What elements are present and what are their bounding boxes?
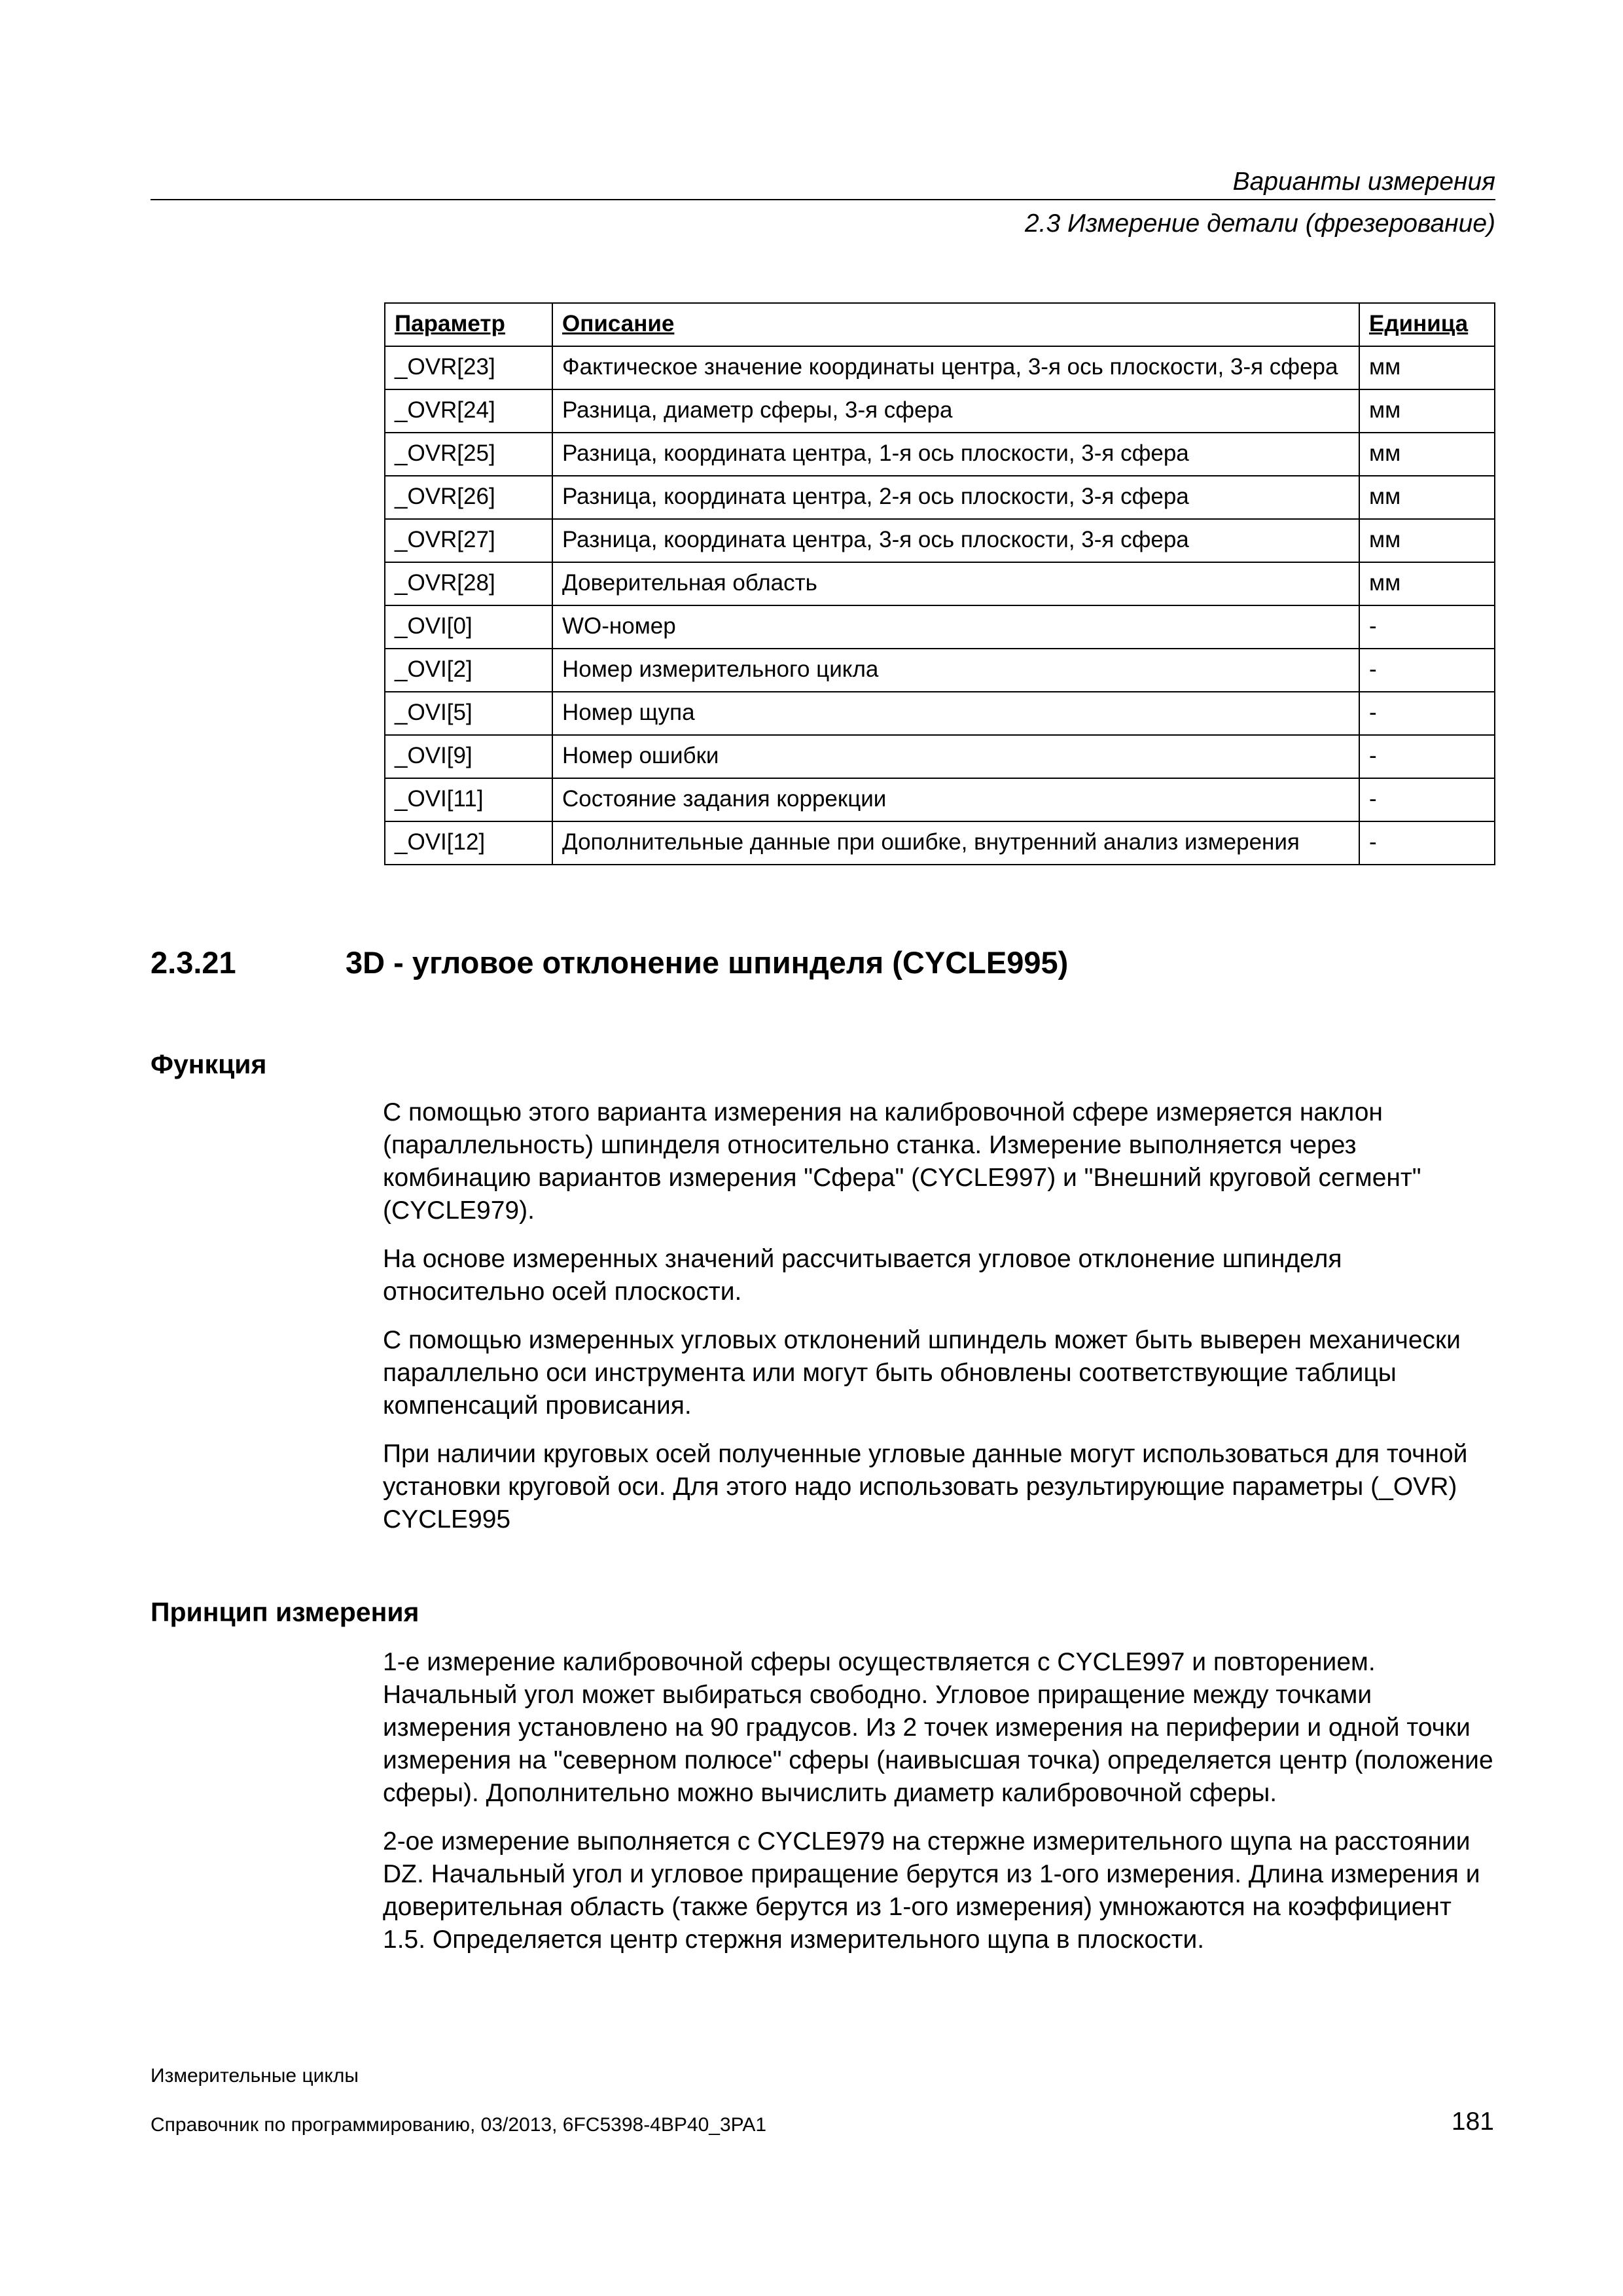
cell-parameter: _OVR[24] xyxy=(385,389,552,433)
table-row xyxy=(385,562,1495,605)
table-header-row xyxy=(385,303,1495,346)
cell-parameter: _OVI[0] xyxy=(385,605,552,649)
section-number: 2.3.21 xyxy=(151,945,236,980)
paragraph: С помощью этого варианта измерения на калибровочной сфере измеряется наклон (параллельность) шпинделя относительно станка. Измерение выполняется через комбинацию вариантов измерения "Сфера" (CYCLE997) и "Внешний круговой сегмент" (CYCLE979). xyxy=(383,1098,1421,1225)
cell-description: Разница, координата центра, 2-я ось плоскости, 3-я сфера xyxy=(552,476,1359,519)
header-rule xyxy=(151,199,1495,200)
table-row xyxy=(385,692,1495,735)
table-row xyxy=(385,649,1495,692)
cell-description: Разница, координата центра, 3-я ось плоскости, 3-я сфера xyxy=(552,519,1359,562)
cell-unit: - xyxy=(1359,692,1495,735)
cell-description: Разница, диаметр сферы, 3-я сфера xyxy=(552,389,1359,433)
cell-description: Разница, координата центра, 1-я ось плоскости, 3-я сфера xyxy=(552,433,1359,476)
cell-parameter: _OVR[25] xyxy=(385,433,552,476)
cell-description: Номер щупа xyxy=(552,692,1359,735)
cell-unit: мм xyxy=(1359,519,1495,562)
cell-parameter: _OVI[11] xyxy=(385,778,552,821)
cell-description: WO-номер xyxy=(552,605,1359,649)
footer-publication: Справочник по программированию, 03/2013, 6FC5398-4BP40_3PA1 xyxy=(151,2114,767,2136)
paragraph: При наличии круговых осей полученные угловые данные могут использоваться для точной установки круговой оси. Для этого надо использовать результирующие параметры (_OVR) CYCLE995 xyxy=(383,1440,1468,1534)
cell-description: Фактическое значение координаты центра, 3-я ось плоскости, 3-я сфера xyxy=(552,346,1359,389)
cell-description: Дополнительные данные при ошибке, внутренний анализ измерения xyxy=(552,821,1359,865)
cell-unit: - xyxy=(1359,735,1495,778)
paragraph: На основе измеренных значений рассчитывается угловое отклонение шпинделя относительно осей плоскости. xyxy=(383,1245,1342,1306)
cell-description: Номер ошибки xyxy=(552,735,1359,778)
principle-heading: Принцип измерения xyxy=(151,1597,419,1627)
table-row xyxy=(385,778,1495,821)
paragraph: 2-ое измерение выполняется с CYCLE979 на стержне измерительного щупа на расстоянии DZ. Начальный угол и угловое приращение берутся из 1-ого измерения. Длина измерения и доверительная область (также берутся из 1-ого измерения) умножаются на коэффициент 1.5. Определяется центр стержня измерительного щупа в плоскости. xyxy=(383,1827,1480,1954)
function-heading: Функция xyxy=(151,1049,267,1079)
cell-unit: мм xyxy=(1359,562,1495,605)
cell-unit: - xyxy=(1359,821,1495,865)
table-row xyxy=(385,433,1495,476)
page-number: 181 xyxy=(1451,2108,1494,2136)
cell-parameter: _OVI[5] xyxy=(385,692,552,735)
cell-description: Доверительная область xyxy=(552,562,1359,605)
cell-unit: мм xyxy=(1359,476,1495,519)
column-header-parameter: Параметр xyxy=(385,303,552,346)
running-header-chapter: Варианты измерения xyxy=(1232,168,1495,196)
cell-unit: мм xyxy=(1359,346,1495,389)
cell-parameter: _OVI[9] xyxy=(385,735,552,778)
footer-title: Измерительные циклы xyxy=(151,2065,359,2087)
table-row xyxy=(385,389,1495,433)
table-row xyxy=(385,821,1495,865)
cell-parameter: _OVR[27] xyxy=(385,519,552,562)
cell-parameter: _OVI[12] xyxy=(385,821,552,865)
table-row xyxy=(385,519,1495,562)
parameter-table xyxy=(384,302,1495,865)
principle-body xyxy=(383,1646,1495,1972)
cell-parameter: _OVI[2] xyxy=(385,649,552,692)
column-header-unit: Единица xyxy=(1359,303,1495,346)
cell-description: Состояние задания коррекции xyxy=(552,778,1359,821)
cell-parameter: _OVR[28] xyxy=(385,562,552,605)
section-title: 3D - угловое отклонение шпинделя (CYCLE995) xyxy=(346,945,1069,980)
function-body xyxy=(383,1096,1495,1552)
paragraph: 1-е измерение калибровочной сферы осуществляется с CYCLE997 и повторением. Начальный угол может выбираться свободно. Угловое приращение между точками измерения установлено на 90 градусов. Из 2 точек измерения на периферии и одной точки измерения на "северном полюсе" сферы (наивысшая точка) определяется центр (положение сферы). Дополнительно можно вычислить диаметр калибровочной сферы. xyxy=(383,1648,1493,1807)
cell-unit: - xyxy=(1359,605,1495,649)
cell-description: Номер измерительного цикла xyxy=(552,649,1359,692)
cell-parameter: _OVR[26] xyxy=(385,476,552,519)
cell-unit: мм xyxy=(1359,433,1495,476)
table-row xyxy=(385,346,1495,389)
table-row xyxy=(385,735,1495,778)
cell-parameter: _OVR[23] xyxy=(385,346,552,389)
cell-unit: - xyxy=(1359,778,1495,821)
table-row xyxy=(385,476,1495,519)
column-header-description: Описание xyxy=(552,303,1359,346)
cell-unit: мм xyxy=(1359,389,1495,433)
table-row xyxy=(385,605,1495,649)
paragraph: С помощью измеренных угловых отклонений шпиндель может быть выверен механически параллельно оси инструмента или могут быть обновлены соответствующие таблицы компенсаций провисания. xyxy=(383,1326,1461,1420)
running-header-section: 2.3 Измерение детали (фрезерование) xyxy=(1024,209,1495,238)
cell-unit: - xyxy=(1359,649,1495,692)
